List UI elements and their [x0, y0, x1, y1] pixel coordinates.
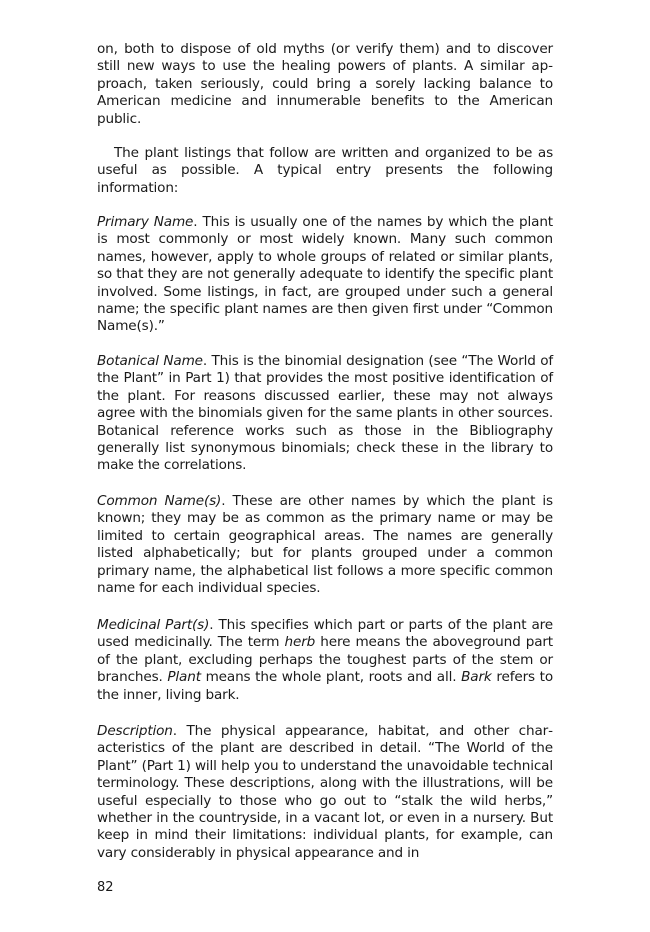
- entry-body: here means the aboveground part of the plant, excluding perhaps the toughest parts of the stem or branches.: [97, 634, 553, 686]
- entry-description: [97, 723, 553, 862]
- entry-body: means the whole plant, roots and all.: [200, 669, 462, 686]
- entry-common-names: [97, 493, 553, 597]
- page-number: 82: [97, 880, 114, 895]
- paragraph-continuation: [97, 41, 553, 128]
- paragraph-text: The plant listings that follow are written and organized to be as useful as possible. A typical entry presents the following information:: [97, 145, 553, 196]
- paragraph-intro-listings: [97, 145, 553, 197]
- term-herb: herb: [284, 634, 316, 651]
- entry-medicinal-parts: [97, 617, 553, 704]
- entry-heading: Primary Name: [97, 214, 194, 230]
- entry-body: . This is usually one of the names by which the plant is most commonly or most widely known. Many such common names, however, apply to whole groups of related or similar plants, so that they are not generally adequate to identify the specific plant involved. Some listings, in fact, are grouped under such a general name; the specific plant names are then given first under “Common Name(s).”: [97, 214, 553, 335]
- entry-heading: Botanical Name: [97, 353, 203, 369]
- entry-body: . The physical appearance, habitat, and other characteristics of the plant are described in detail. “The World of the Plant” (Part 1) will help you to understand the unavoidable technical terminology. These descriptions, along with the illustrations, will be useful especially to those who go out to “stalk the wild herbs,” whether in the countryside, in a vacant lot, or even in a nursery. But keep in mind their limitations: individual plants, for example, can vary considerably in physical appearance and in: [97, 723, 553, 861]
- entry-heading: Medicinal Part(s): [97, 617, 210, 633]
- entry-primary-name: [97, 214, 553, 336]
- entry-body: . This specifies which part or parts of the plant are used medicinally. The term: [97, 617, 553, 651]
- entry-body: . These are other names by which the plant is known; they may be as common as the primary name or may be limited to certain geographical areas. The names are generally listed alphabetically; but for plants grouped under a common primary name, the alphabetical list follows a more specific common name for each individual species.: [97, 493, 553, 597]
- paragraph-text: on, both to dispose of old myths (or verify them) and to discover still new ways to use the healing powers of plants. A similar approach, taken seriously, could bring a sorely lacking balance to American medicine and innumerable benefits to the American public.: [97, 41, 553, 127]
- term-bark: Bark: [461, 669, 492, 686]
- term-plant: Plant: [167, 669, 201, 686]
- entry-body: refers to the inner, living bark.: [97, 669, 553, 703]
- entry-body: . This is the binomial designation (see “The World of the Plant” in Part 1) that provides the most positive identification of the plant. For reasons discussed earlier, these may not always agree with the binomials given for the same plants in other sources. Botanical reference works such as those in the Bibliography generally list synonymous binomials; check these in the library to make the correlations.: [97, 353, 553, 474]
- entry-heading: Common Name(s): [97, 493, 222, 509]
- entry-heading: Description: [97, 723, 173, 739]
- entry-botanical-name: [97, 353, 553, 475]
